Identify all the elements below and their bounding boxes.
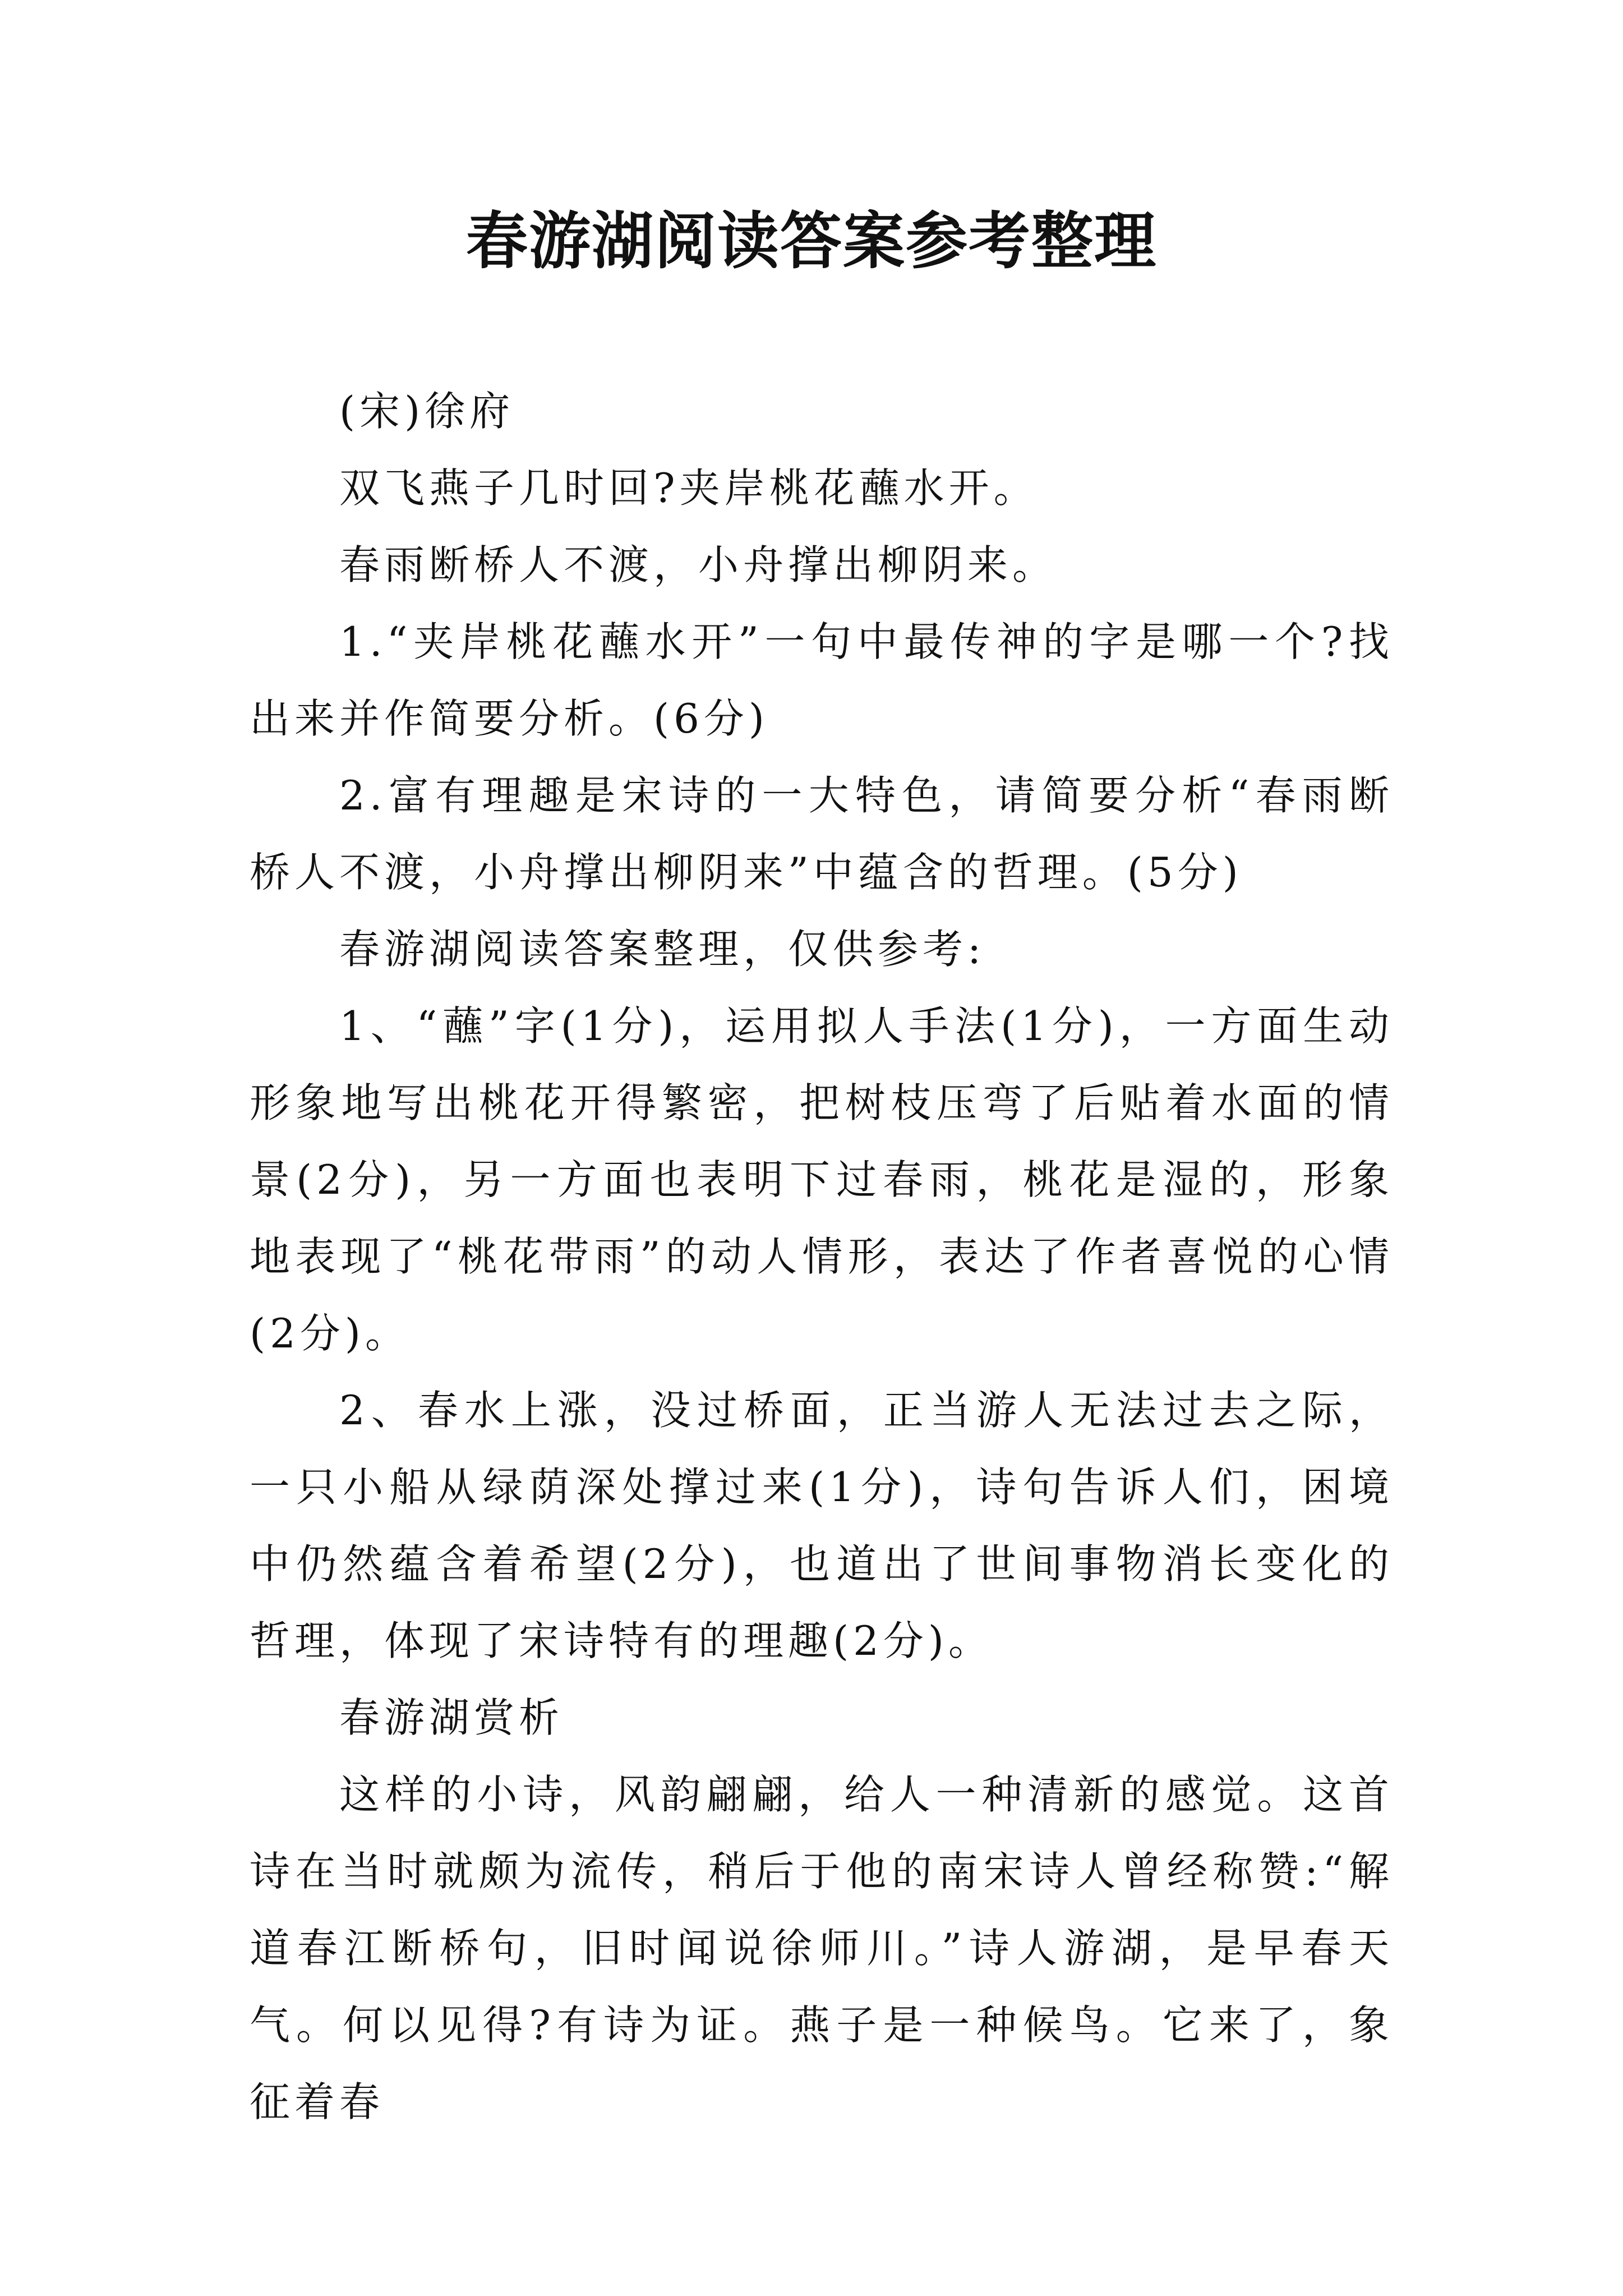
- poem-line-2: 春雨断桥人不渡，小舟撑出柳阴来。: [339, 541, 1058, 588]
- appreciation-heading: 春游湖赏析: [339, 1694, 564, 1741]
- document-title: 春游湖阅读答案参考整理: [466, 205, 1157, 277]
- answer-1: 1、“蘸”字(1分)，运用拟人手法(1分)，一方面生动形象地写出桃花开得繁密，把树枝压弯了后贴着水面的情景(2分)，另一方面也表明下过春雨，桃花是湿的，形象地表现了“桃花带雨”的动人情形，表达了作者喜悦的心情(2分)。: [250, 1002, 1394, 1357]
- poem-author: (宋)徐府: [339, 388, 515, 435]
- answer-2: 2、春水上涨，没过桥面，正当游人无法过去之际，一只小船从绿荫深处撑过来(1分)，诗句告诉人们，困境中仍然蕴含着希望(2分)，也道出了世间事物消长变化的哲理，体现了宋诗特有的理趣(2分)。: [250, 1387, 1394, 1664]
- document-body: [250, 373, 1394, 2141]
- poem-line-1: 双飞燕子几时回?夹岸桃花蘸水开。: [339, 464, 1039, 512]
- question-2: 2.富有理趣是宋诗的一大特色，请简要分析“春雨断桥人不渡，小舟撑出柳阴来”中蕴含的哲理。(5分): [250, 772, 1394, 896]
- answers-heading: 春游湖阅读答案整理，仅供参考:: [339, 926, 986, 973]
- appreciation-text: 这样的小诗，风韵翩翩，给人一种清新的感觉。这首诗在当时就颇为流传，稍后于他的南宋诗人曾经称赞:“解道春江断桥句，旧时闻说徐师川。”诗人游湖，是早春天气。何以见得?有诗为证。燕子是一种候鸟。它来了，象征着春: [250, 1771, 1394, 2125]
- question-1: 1.“夹岸桃花蘸水开”一句中最传神的字是哪一个?找出来并作简要分析。(6分): [250, 618, 1394, 742]
